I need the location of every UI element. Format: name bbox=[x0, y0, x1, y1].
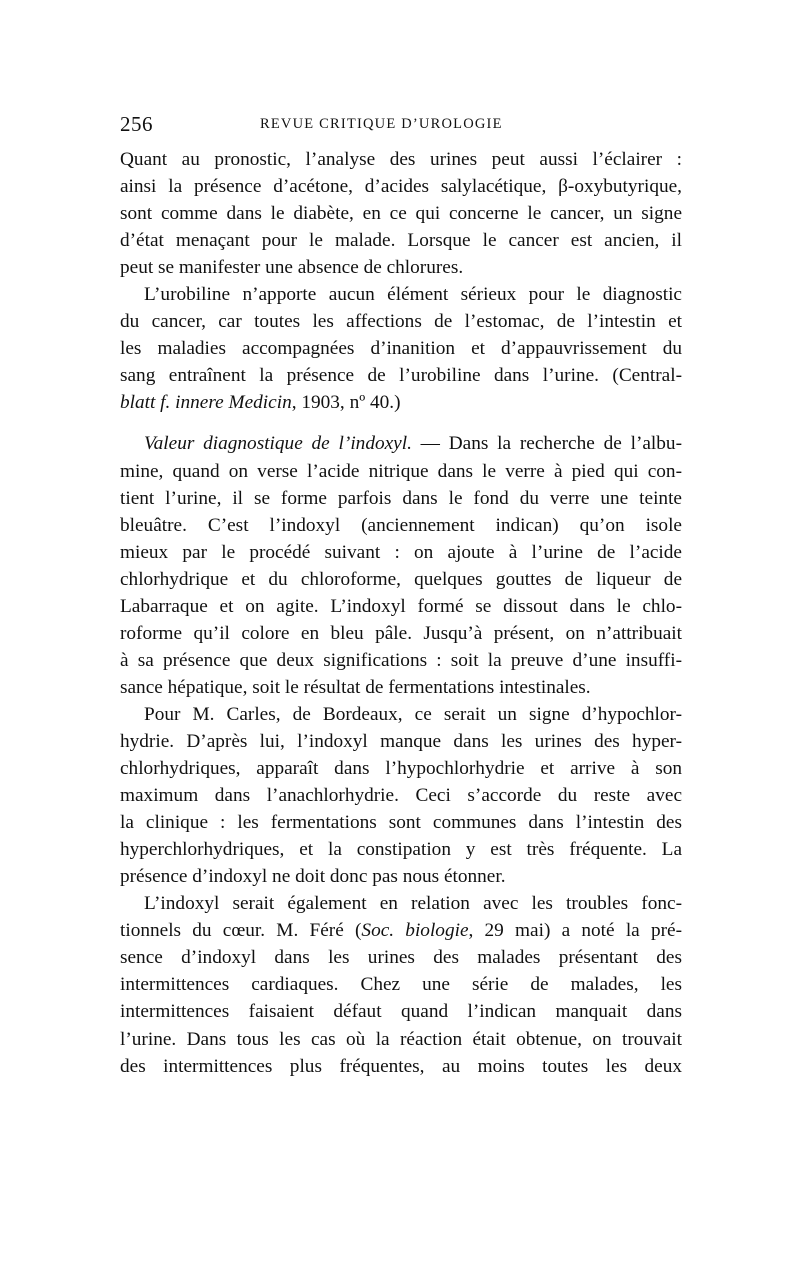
section-heading-line bbox=[120, 430, 682, 457]
section-heading: Valeur diagnostique de l’indoxyl. bbox=[144, 433, 412, 455]
text-line: sance hépatique, soit le résultat de fermentations intestinales. bbox=[120, 676, 591, 698]
text-line: maximum dans l’anachlorhydrie. Ceci s’accorde du reste avec bbox=[120, 785, 682, 807]
text-segment: tionnels du cœur. M. Féré ( bbox=[120, 920, 362, 942]
text-line: sang entraînent la présence de l’urobiline dans l’urine. (Central- bbox=[120, 365, 682, 387]
text-line: Pour M. Carles, de Bordeaux, ce serait un signe d’hypochlor- bbox=[144, 703, 682, 725]
page-number: 256 bbox=[120, 112, 153, 136]
text-line: chlorhydriques, apparaît dans l’hypochlorhydrie et arrive à son bbox=[120, 758, 682, 780]
paragraph-prognosis bbox=[120, 146, 682, 281]
text-line: du cancer, car toutes les affections de l’estomac, de l’intestin et bbox=[120, 311, 682, 333]
text-line: ainsi la présence d’acétone, d’acides salylacétique, β-oxybutyrique, bbox=[120, 176, 682, 198]
page bbox=[120, 112, 682, 1080]
text-line: Labarraque et on agite. L’indoxyl formé se dissout dans le chlo- bbox=[120, 595, 682, 617]
text-line: sont comme dans le diabète, en ce qui concerne le cancer, un signe bbox=[120, 203, 682, 225]
text-line: peut se manifester une absence de chlorures. bbox=[120, 257, 464, 279]
paragraph-carles bbox=[120, 701, 682, 890]
text-line: mine, quand on verse l’acide nitrique dans le verre à pied qui con- bbox=[120, 460, 682, 482]
text-line: d’état menaçant pour le malade. Lorsque le cancer est ancien, il bbox=[120, 230, 682, 252]
text-segment: , 29 mai) a noté la pré- bbox=[468, 920, 682, 942]
citation-source: Soc. biologie bbox=[361, 920, 469, 942]
heading-continuation: — Dans la recherche de l’albu- bbox=[411, 433, 682, 455]
citation-line bbox=[120, 389, 682, 416]
text-line: présence d’indoxyl ne doit donc pas nous étonner. bbox=[120, 866, 506, 888]
citation-line bbox=[120, 917, 682, 944]
text-line: intermittences faisaient défaut quand l’indican manquait dans bbox=[120, 1001, 682, 1023]
citation-details: , 1903, nº 40.) bbox=[291, 392, 401, 414]
text-line: l’urine. Dans tous les cas où la réaction était obtenue, on trouvait bbox=[120, 1028, 682, 1050]
text-line: chlorhydrique et du chloroforme, quelques gouttes de liqueur de bbox=[120, 568, 682, 590]
running-title: REVUE CRITIQUE D’UROLOGIE bbox=[260, 116, 503, 132]
text-line: tient l’urine, il se forme parfois dans le fond du verre une teinte bbox=[120, 487, 682, 509]
text-line: intermittences cardiaques. Chez une série de malades, les bbox=[120, 974, 682, 996]
text-line: des intermittences plus fréquentes, au moins toutes les deux bbox=[120, 1055, 682, 1077]
text-line: hydrie. D’après lui, l’indoxyl manque dans les urines des hyper- bbox=[120, 730, 682, 752]
running-header bbox=[120, 112, 682, 140]
section-gap bbox=[120, 416, 682, 430]
text-line: L’urobiline n’apporte aucun élément sérieux pour le diagnostic bbox=[144, 284, 682, 306]
text-line: sence d’indoxyl dans les urines des malades présentant des bbox=[120, 947, 682, 969]
text-line: L’indoxyl serait également en relation avec les troubles fonc- bbox=[144, 893, 682, 915]
paragraph-indoxyl-value bbox=[120, 430, 682, 700]
text-line: hyperchlorhydriques, et la constipation y est très fréquente. La bbox=[120, 839, 682, 861]
text-line: à sa présence que deux significations : soit la preuve d’une insuffi- bbox=[120, 649, 682, 671]
text-line: roforme qu’il colore en bleu pâle. Jusqu’à présent, on n’attribuait bbox=[120, 622, 682, 644]
paragraph-fere bbox=[120, 890, 682, 1079]
text-line: les maladies accompagnées d’inanition et d’appauvrissement du bbox=[120, 338, 682, 360]
paragraph-urobilin bbox=[120, 281, 682, 416]
text-line: Quant au pronostic, l’analyse des urines peut aussi l’éclairer : bbox=[120, 149, 682, 170]
text-line: mieux par le procédé suivant : on ajoute à l’urine de l’acide bbox=[120, 541, 682, 563]
citation-source: blatt f. innere Medicin bbox=[120, 392, 292, 414]
text-line: bleuâtre. C’est l’indoxyl (anciennement indican) qu’on isole bbox=[120, 514, 682, 536]
text-line: la clinique : les fermentations sont communes dans l’intestin des bbox=[120, 812, 682, 834]
